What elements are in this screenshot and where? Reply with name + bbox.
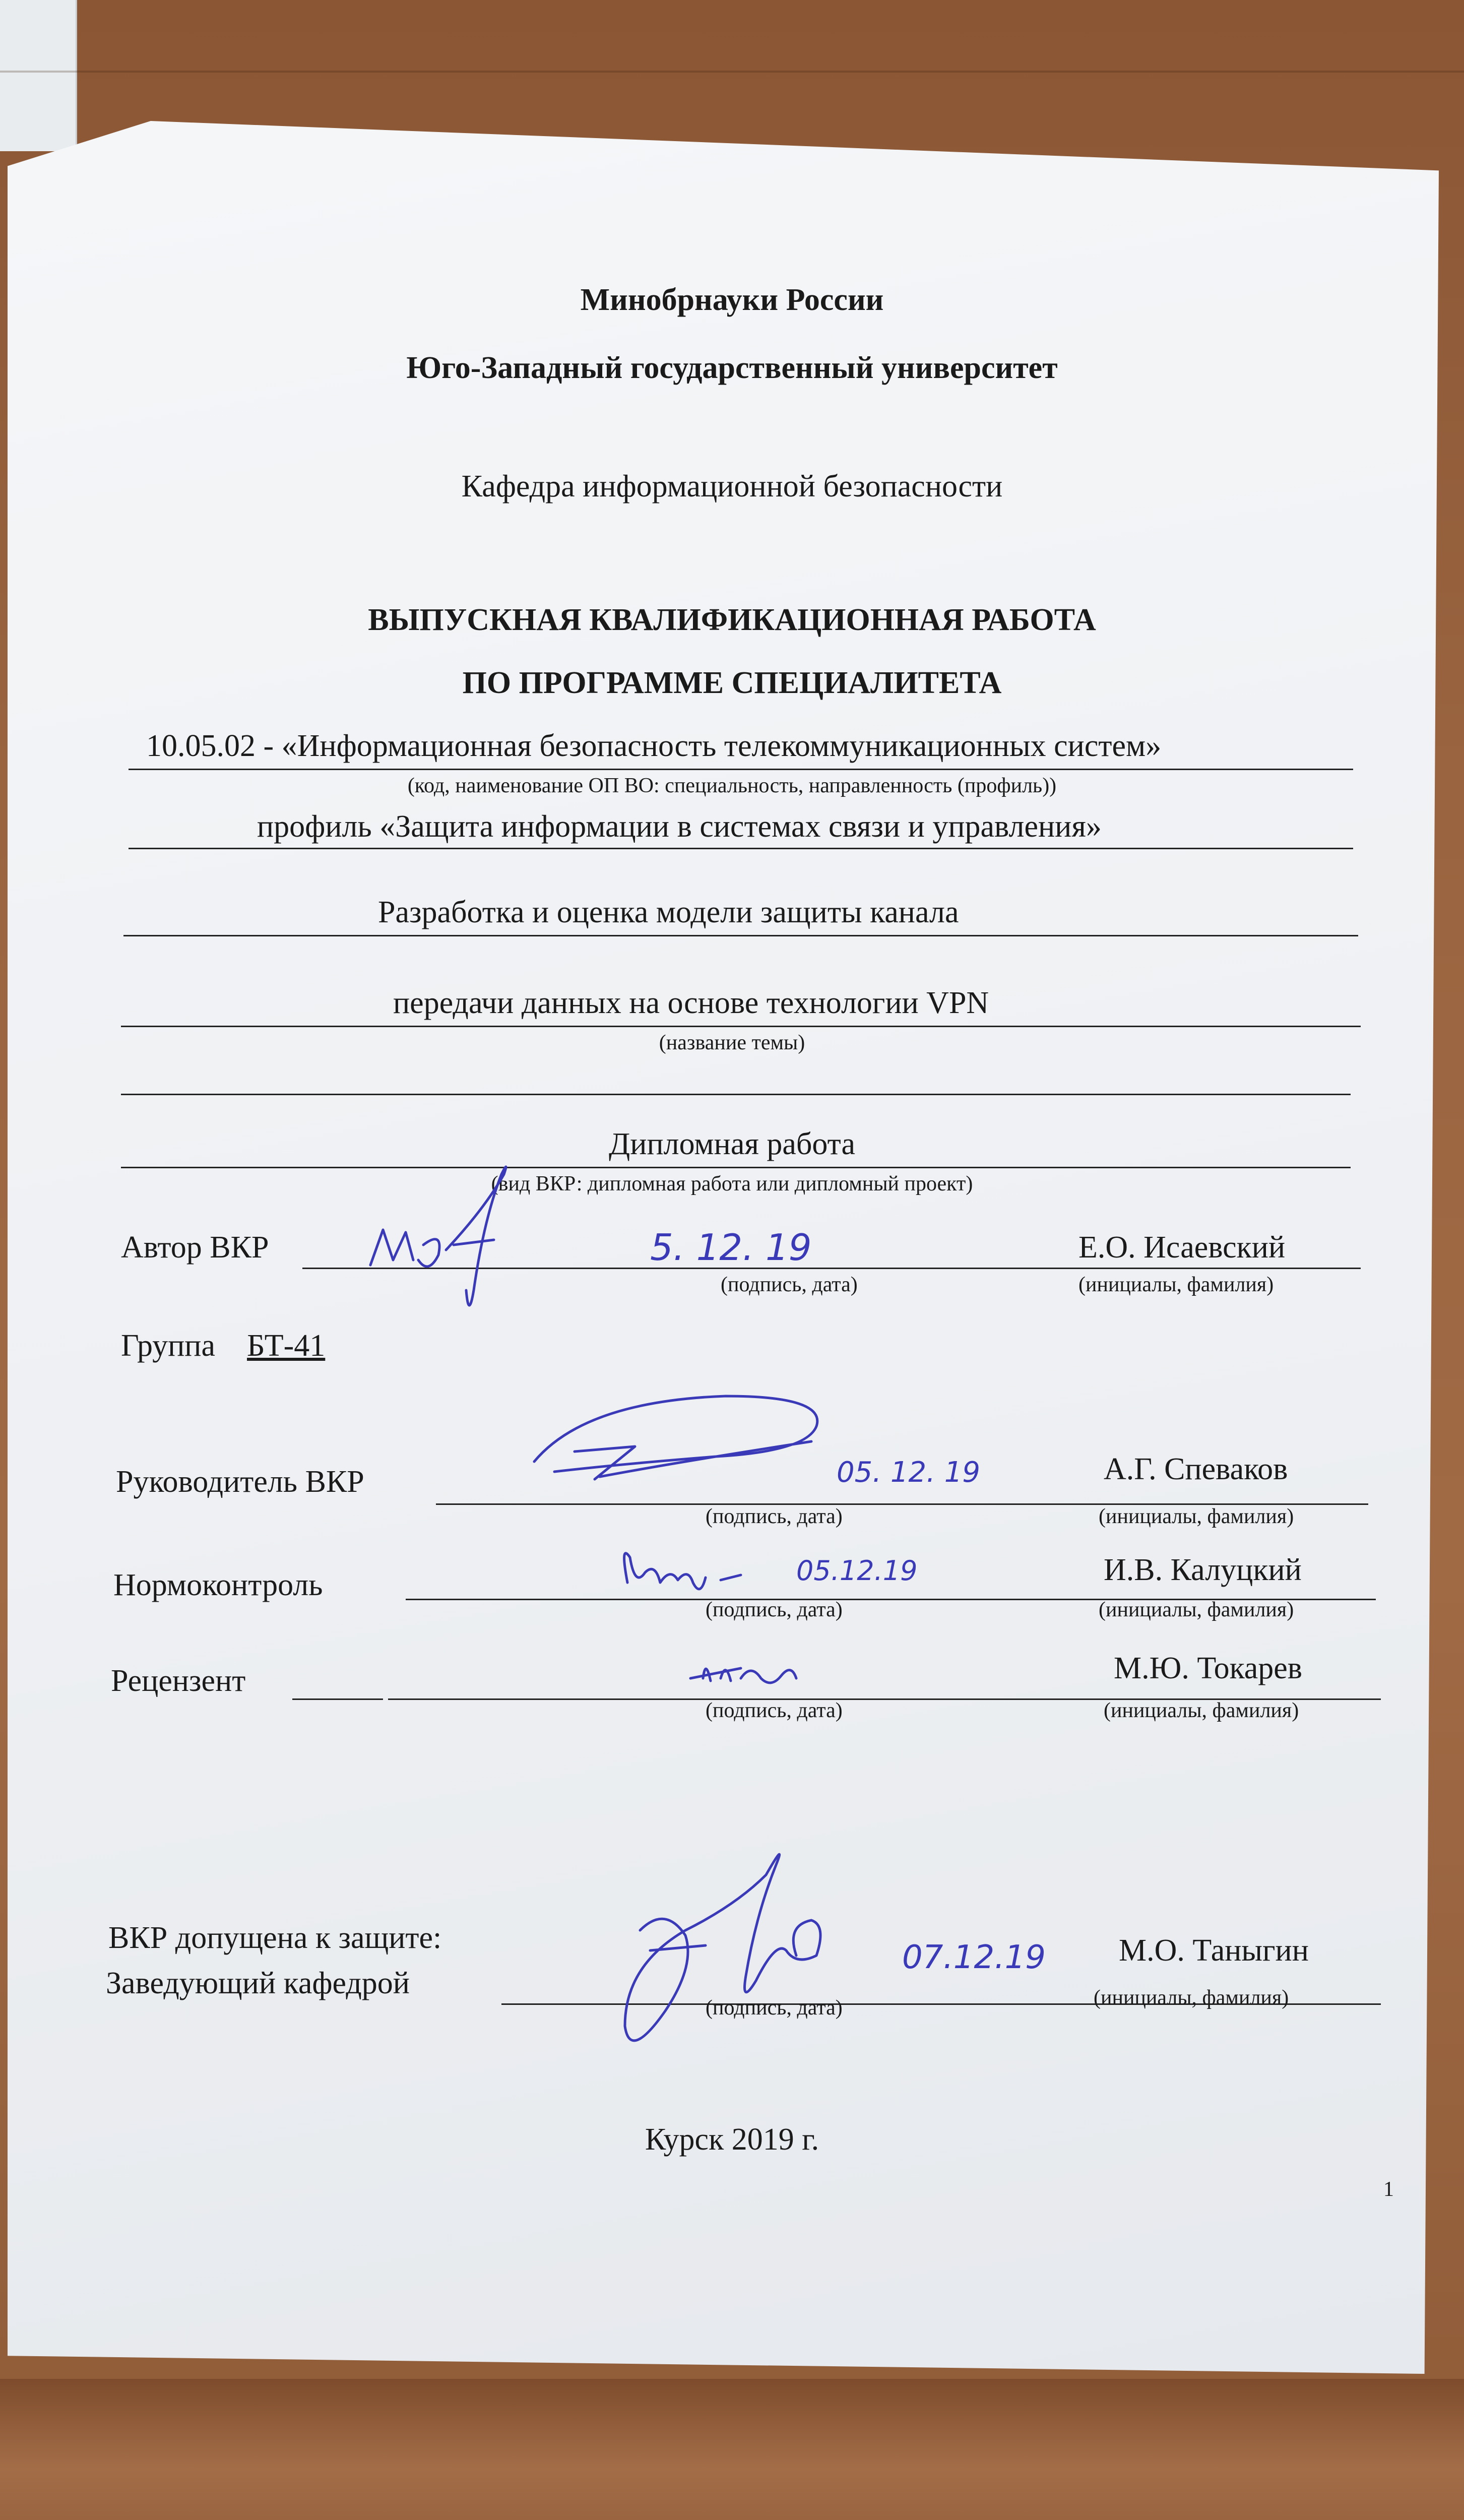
page-number: 1 xyxy=(1383,2178,1394,2201)
head-of-department-name: М.О. Таныгин xyxy=(1119,1933,1309,1968)
supervisor-name: А.Г. Спеваков xyxy=(1104,1452,1288,1486)
author-sig-caption: (подпись, дата) xyxy=(721,1273,858,1296)
program-caption: (код, наименование ОП ВО: специальность, направленность (профиль)) xyxy=(407,774,1057,797)
supervisor-name-caption: (инициалы, фамилия) xyxy=(1099,1505,1294,1528)
group-label: Группа xyxy=(121,1329,215,1363)
department-name: Кафедра информационной безопасности xyxy=(461,469,1003,503)
university-name: Юго-Западный государственный университет xyxy=(406,351,1058,385)
admission-label: ВКР допущена к защите: xyxy=(108,1921,442,1955)
profile-name: профиль «Защита информации в системах связи и управления» xyxy=(257,809,1102,844)
author-name: Е.О. Исаевский xyxy=(1078,1230,1286,1265)
normcontrol-signature-date: 05.12.19 xyxy=(796,1555,918,1587)
normcontrol-label: Нормоконтроль xyxy=(113,1568,323,1602)
program-code: 10.05.02 - «Информационная безопасность телекоммуникационных систем» xyxy=(146,729,1162,763)
admission-name-caption: (инициалы, фамилия) xyxy=(1094,1986,1289,2009)
reviewer-signature xyxy=(690,1668,796,1683)
normcontrol-name-caption: (инициалы, фамилия) xyxy=(1099,1598,1294,1621)
supervisor-signature-date: 05. 12. 19 xyxy=(837,1456,980,1489)
reviewer-sig-caption: (подпись, дата) xyxy=(706,1699,843,1722)
document-title-line1: ВЫПУСКНАЯ КВАЛИФИКАЦИОННАЯ РАБОТА xyxy=(368,603,1096,637)
admission-sig-caption: (подпись, дата) xyxy=(706,1996,843,2020)
supervisor-label: Руководитель ВКР xyxy=(116,1465,364,1499)
reviewer-label: Рецензент xyxy=(111,1664,246,1698)
reviewer-name-caption: (инициалы, фамилия) xyxy=(1104,1699,1299,1722)
head-of-department-signature-date: 07.12.19 xyxy=(902,1939,1046,1976)
topic-line2: передачи данных на основе технологии VPN xyxy=(393,986,989,1020)
normcontrol-signature xyxy=(624,1553,918,1589)
head-of-department-label: Заведующий кафедрой xyxy=(106,1966,410,2000)
supervisor-signature xyxy=(534,1396,980,1489)
topic-line1: Разработка и оценка модели защиты канала xyxy=(378,895,959,929)
document-title-line2: ПО ПРОГРАММЕ СПЕЦИАЛИТЕТА xyxy=(462,666,1002,700)
author-name-caption: (инициалы, фамилия) xyxy=(1078,1273,1274,1296)
author-label: Автор ВКР xyxy=(121,1230,269,1265)
group-value: БТ-41 xyxy=(247,1329,326,1363)
author-signature-date: 5. 12. 19 xyxy=(650,1226,812,1269)
topic-caption: (название темы) xyxy=(659,1031,805,1054)
author-signature xyxy=(370,1167,812,1305)
work-type-caption: (вид ВКР: дипломная работа или дипломный проект) xyxy=(491,1172,973,1195)
city-year: Курск 2019 г. xyxy=(645,2122,819,2157)
head-of-department-signature xyxy=(625,1854,1046,2041)
supervisor-sig-caption: (подпись, дата) xyxy=(706,1505,843,1528)
normcontrol-name: И.В. Калуцкий xyxy=(1104,1553,1302,1587)
work-type-value: Дипломная работа xyxy=(609,1127,855,1161)
ministry-name: Минобрнауки России xyxy=(580,283,884,317)
reviewer-name: М.Ю. Токарев xyxy=(1114,1651,1303,1685)
normcontrol-sig-caption: (подпись, дата) xyxy=(706,1598,843,1621)
